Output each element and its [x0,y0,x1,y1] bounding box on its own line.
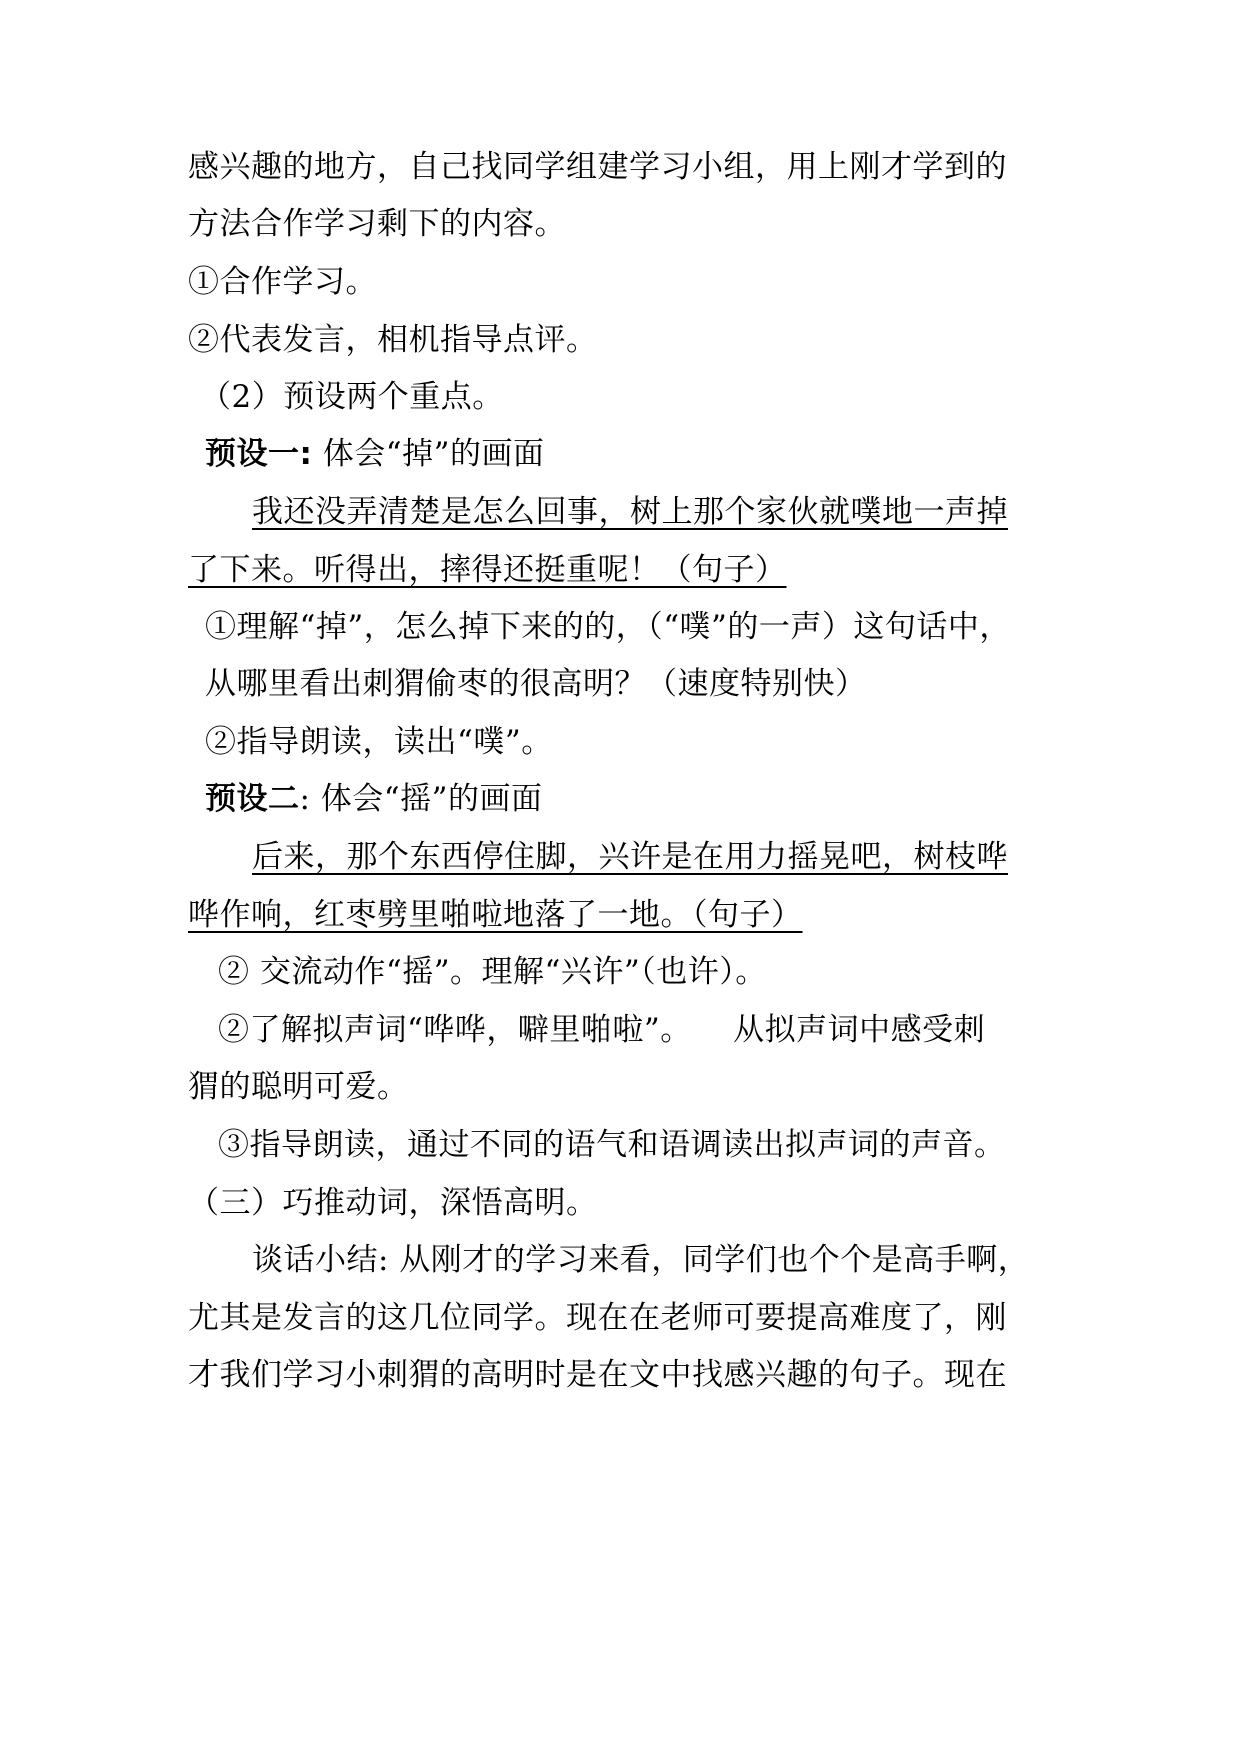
quoted-sentence [188,895,1048,935]
preset-label: 预设二 [205,781,300,817]
list-item: ②指导朗读，读出“噗”。 [205,724,553,760]
paragraph-line: 谈话小结: 从刚才的学习来看，同学们也个个是高手啊， [252,1242,1030,1278]
section-heading: （三）巧推动词，深悟高明。 [188,1185,598,1221]
list-item: ③指导朗读，通过不同的语气和语调读出拟声词的声音。 [218,1127,1006,1163]
list-item: ①合作学习。 [188,264,377,300]
paragraph-line: 感兴趣的地方，自己找同学组建学习小组，用上刚才学到的 [188,149,1007,185]
list-item: ②了解拟声词“哗哗，噼里啪啦”。 从拟声词中感受刺 [218,1012,986,1048]
preset-label: 预设一: [205,436,313,472]
list-item: 从哪里看出刺猬偷枣的很高明？（速度特别快） [205,666,867,702]
paragraph-line: 尤其是发言的这几位同学。现在在老师可要提高难度了，刚 [188,1300,1007,1336]
preset-text: 体会“掉”的画面 [312,436,545,472]
list-item: ② 交流动作“摇”。理解“兴许”（也许）。 [218,954,767,990]
quoted-sentence: 后来，那个东西停住脚，兴许是在用力摇晃吧，树枝哗 [252,839,1008,875]
paragraph-line: 猬的聪明可爱。 [188,1069,409,1105]
quoted-sentence-text: 了下来。听得出，摔得还挺重呢！（句子） [188,552,787,588]
quoted-sentence [188,550,1048,590]
paragraph-line: 才我们学习小刺猬的高明时是在文中找感兴趣的句子。现在 [188,1357,1007,1393]
section-heading: （2）预设两个重点。 [200,379,504,415]
preset-heading [205,434,1065,474]
paragraph-line: 方法合作学习剩下的内容。 [188,206,566,242]
list-item: ②代表发言，相机指导点评。 [188,322,598,358]
quoted-sentence-text: 哗作响，红枣劈里啪啦地落了一地。（句子） [188,897,803,933]
list-item: ①理解“掉”，怎么掉下来的的，（“噗”的一声）这句话中， [205,609,1011,645]
quoted-sentence: 我还没弄清楚是怎么回事，树上那个家伙就噗地一声掉 [252,494,1008,530]
preset-heading [205,779,1065,819]
preset-text: : 体会“摇”的画面 [299,781,543,817]
